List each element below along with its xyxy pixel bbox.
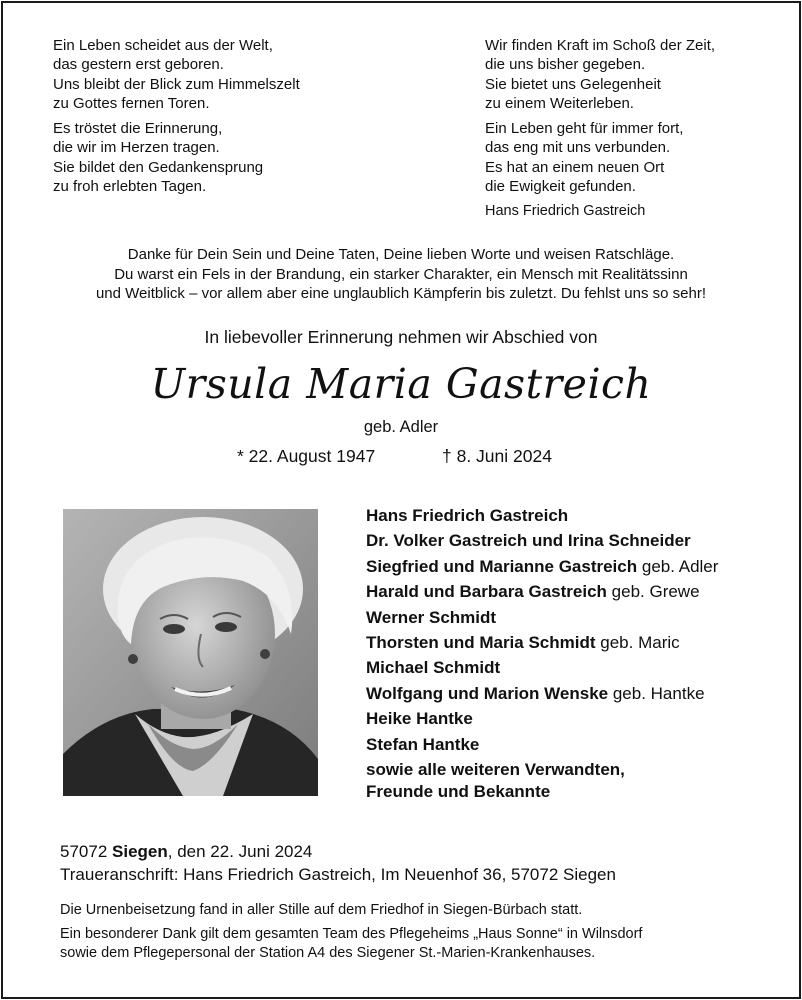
mourner-name: Stefan Hantke	[366, 734, 480, 754]
mourner-maiden-name: geb. Hantke	[612, 683, 705, 703]
mourner-row	[366, 732, 718, 757]
mourner-name: Heike Hantke	[366, 709, 473, 729]
address-street: , Im Neuenhof 36, 57072 Siegen	[371, 865, 616, 884]
poem-right	[485, 36, 715, 222]
mourner-row	[366, 630, 718, 655]
mourner-name: Siegfried und Marianne Gastreich	[366, 556, 638, 576]
poem-line: die Ewigkeit gefunden.	[485, 178, 636, 196]
poem-line: das gestern erst geboren.	[53, 56, 224, 74]
place-date	[60, 842, 312, 862]
mourners-closing-line: sowie alle weiteren Verwandten,	[366, 760, 625, 780]
poem-line: Uns bleibt der Blick zum Himmelszelt	[53, 75, 300, 93]
poem-author: Hans Friedrich Gastreich	[485, 203, 646, 220]
mourner-row	[366, 579, 718, 604]
mourner-name: Dr. Volker Gastreich und Irina Schneider	[366, 531, 691, 551]
notice-date: , den 22. Juni 2024	[167, 842, 313, 861]
mourner-name: Thorsten und Maria Schmidt	[366, 633, 596, 653]
tribute-text	[0, 245, 802, 304]
mourner-name: Hans Friedrich Gastreich	[366, 506, 569, 525]
portrait-photo	[63, 509, 318, 796]
mourner-name: Werner Schmidt	[366, 607, 497, 627]
mourner-row	[366, 681, 718, 706]
burial-note: Die Urnenbeisetzung fand in aller Stille auf dem Friedhof in Siegen-Bürbach statt.	[60, 902, 583, 918]
poem-stanza	[485, 36, 715, 113]
mourner-maiden-name: geb. Maric	[600, 633, 680, 653]
birth-date: * 22. August 1947	[237, 446, 376, 466]
closing-notes	[60, 901, 642, 964]
poem-stanza	[485, 119, 715, 196]
poem-line: Sie bildet den Gedankensprung	[53, 158, 264, 176]
poem-line: zu Gottes fernen Toren.	[53, 94, 210, 112]
poem-line: Es hat an einem neuen Ort	[485, 158, 665, 176]
mourner-name: Harald und Barbara Gastreich	[366, 582, 607, 602]
poem-stanza	[53, 36, 300, 113]
poem-left	[53, 36, 300, 202]
mourner-row	[366, 554, 718, 579]
zip-code: 57072	[60, 842, 108, 861]
poem-line: Ein Leben geht für immer fort,	[485, 120, 684, 138]
poem-line: die uns bisher gegeben.	[485, 56, 646, 74]
tribute-line: Danke für Dein Sein und Deine Taten, Deine lieben Worte und weisen Ratschläge.	[127, 246, 675, 263]
poem-line: zu froh erlebten Tagen.	[53, 178, 207, 196]
city: Siegen	[112, 842, 168, 861]
thanks-note: sowie dem Pflegepersonal der Station A4 des Siegener St.-Marien-Krankenhauses.	[60, 945, 596, 961]
mourners-closing-line: Freunde und Bekannte	[366, 781, 551, 801]
mourner-row	[366, 706, 718, 731]
poem-line: das eng mit uns verbunden.	[485, 139, 671, 157]
tribute-line: Du warst ein Fels in der Brandung, ein starker Charakter, ein Mensch mit Realitätssinn	[114, 265, 688, 283]
mourner-row	[366, 528, 718, 553]
address-name: Hans Friedrich Gastreich	[183, 865, 372, 884]
deceased-name: Ursula Maria Gastreich	[150, 360, 652, 408]
mourners-list	[366, 503, 718, 802]
tribute-line: und Weitblick – vor allem aber eine unglaublich Kämpferin bis zuletzt. Du fehlst uns so sehr!	[95, 285, 707, 302]
portrait-illustration	[63, 509, 318, 796]
address-label: Traueranschrift:	[60, 865, 184, 884]
poem-line: Ein Leben scheidet aus der Welt,	[53, 37, 273, 54]
mourning-address	[60, 865, 616, 885]
maiden-name: geb. Adler	[363, 418, 439, 436]
mourner-maiden-name: geb. Adler	[641, 556, 719, 576]
thanks-note: Ein besonderer Dank gilt dem gesamten Team des Pflegeheims „Haus Sonne“ in Wilnsdorf	[60, 925, 643, 942]
mourner-row	[366, 655, 718, 680]
mourner-name: Michael Schmidt	[366, 658, 501, 678]
mourner-name: Wolfgang und Marion Wenske	[366, 683, 609, 703]
mourner-row	[366, 503, 718, 528]
poem-line: Wir finden Kraft im Schoß der Zeit,	[485, 37, 716, 54]
poem-stanza	[53, 119, 300, 196]
farewell-intro: In liebevoller Erinnerung nehmen wir Abschied von	[204, 327, 598, 347]
mourner-row	[366, 605, 718, 630]
mourner-maiden-name: geb. Grewe	[611, 582, 700, 602]
poem-line: zu einem Weiterleben.	[485, 94, 634, 112]
poem-line: Sie bietet uns Gelegenheit	[485, 75, 661, 93]
poem-line: die wir im Herzen tragen.	[53, 139, 220, 157]
death-date: † 8. Juni 2024	[442, 446, 552, 466]
poem-line: Es tröstet die Erinnerung,	[53, 120, 223, 138]
